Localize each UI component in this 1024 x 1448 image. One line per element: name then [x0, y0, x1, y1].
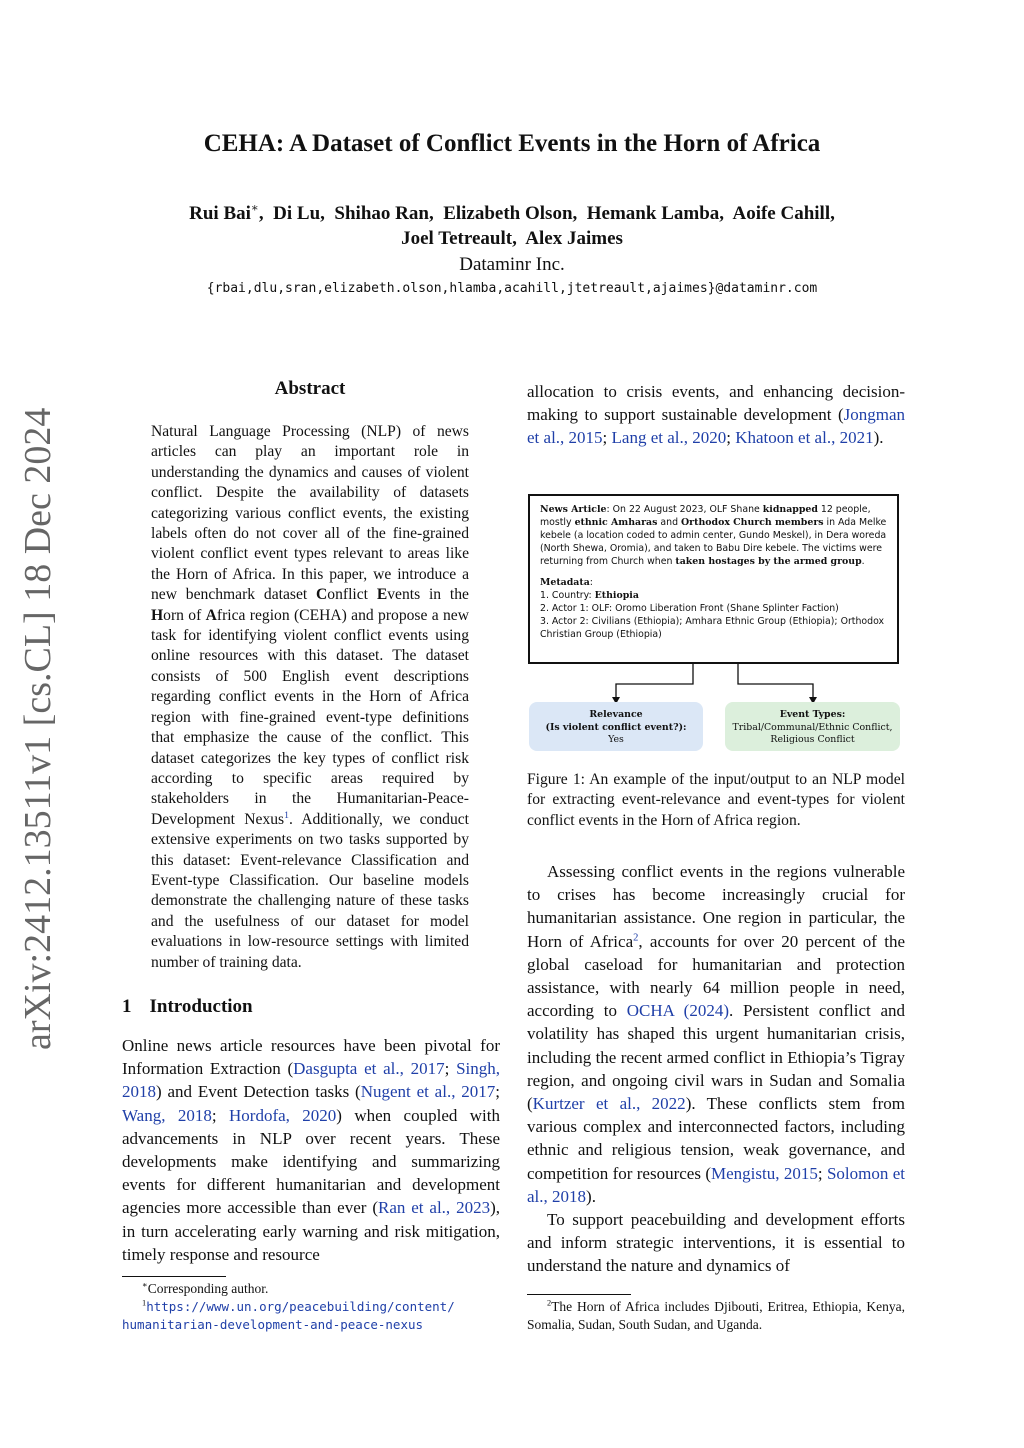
- author-name: Shihao Ran: [334, 203, 429, 224]
- citation-link[interactable]: Kurtzer et al., 2022: [532, 1094, 686, 1114]
- citation-link[interactable]: Dasgupta et al., 2017: [293, 1059, 445, 1079]
- citation-link[interactable]: Solomon et al., 2018: [527, 1163, 905, 1206]
- abstract-text: Natural Language Processing (NLP) of news articles can play an important role in understanding the dynamics and causes of violent conflict. Despite the availability of datasets categorizing various conflict events, the existing labels often do not cover all of the fine-grained violent conflict event types relevant to areas like the Horn of Africa. In this paper, we introduce a new benchmark dataset Conflict Events in the Horn of Africa region (CEHA) and propose a new task for identifying violent conflict events using online resources with this dataset. The dataset consists of 500 English event descriptions regarding conflict events in the Horn of Africa region with fine-grained event-type definitions that emphasize the cause of the conflict. This dataset categorizes the key types of conflict risk according to specific areas required by stakeholders in the Humanitarian-Peace-Development Nexus$^1$. Additionally, we conduct extensive experiments on two tasks supported by this dataset: Event-relevance Classification and Event-type Classification. Our baseline models demonstrate the challenging nature of these tasks and the usefulness of our dataset for model evaluations in low-resource settings with limited number of training data.: [151, 423, 469, 971]
- citation-link[interactable]: OCHA (2024): [626, 1001, 729, 1021]
- event-types-output-box: Event Types: Tribal/Communal/Ethnic Conflict, Religious Conflict: [725, 702, 900, 751]
- author-name: Joel Tetreault: [401, 228, 513, 249]
- citation-link[interactable]: Lang et al., 2020: [611, 428, 727, 448]
- citation-link[interactable]: Wang, 2018: [122, 1105, 212, 1125]
- arxiv-stamp: arXiv:2412.13511v1 [cs.CL] 18 Dec 2024: [17, 407, 59, 1050]
- corresponding-mark: ∗: [250, 201, 259, 215]
- intro-paragraphs-right: [527, 860, 905, 1278]
- citation-link[interactable]: Ran et al., 2023: [377, 1198, 491, 1218]
- footnote-rule: [122, 1276, 226, 1277]
- footnotes-left: ∗Corresponding author. $^1$https://www.un.org/peacebuilding/content/ humanitarian-development-and-peace-nexus: [122, 1280, 502, 1334]
- footnote-ref[interactable]: 2: [633, 931, 639, 943]
- author-emails: {rbai,dlu,sran,elizabeth.olson,hlamba,acahill,jtetreault,ajaimes}@dataminr.com: [206, 281, 818, 296]
- highlighted-term: taken hostages by the armed group: [675, 556, 862, 567]
- footnote-url[interactable]: https://www.un.org/peacebuilding/content/: [146, 1299, 455, 1314]
- citation-link[interactable]: Singh, 2018: [122, 1059, 500, 1102]
- intro-paragraph-3: To support peacebuilding and development efforts and inform strategic interventions, it is essential to understand the nature and dynamics of: [527, 1210, 905, 1276]
- figure-input-box: News Article: On 22 August 2023, OLF Shane kidnapped 12 people, mostly ethnic Amharas and Orthodox Church members in Ada Melke kebele (a location coded to admin center, Gundo Meskel), in Dera woreda (North Shewa, Oromia), and taken to Babu Dire kebele. The victims were returning from Church when taken hostages by the armed group. Metadata: 1. Country: Ethiopia 2. Actor 1: OLF: Oromo Liberation Front (Shane Splinter Faction) 3. Actor 2: Civilians (Ethiopia); Amhara Ethnic Group (Ethiopia); Orthodox Christian Group (Ethiopia): [528, 494, 899, 664]
- author-name: Alex Jaimes: [525, 228, 623, 249]
- news-article-text: News Article: On 22 August 2023, OLF Shane kidnapped 12 people, mostly ethnic Amharas and Orthodox Church members in Ada Melke kebele (a location coded to admin center, Gundo Meskel), in Dera woreda (North Shewa, Oromia), and taken to Babu Dire kebele. The victims were returning from Church when taken hostages by the armed group.: [540, 504, 887, 567]
- section-heading: 1 Introduction: [122, 996, 253, 1017]
- metadata-item: 1. Country: Ethiopia: [540, 590, 639, 601]
- figure-caption: Figure 1: An example of the input/output to an NLP model for extracting event-relevance and event-types for violent conflict events in the Horn of Africa region.: [527, 771, 905, 829]
- highlighted-term: kidnapped: [762, 504, 818, 515]
- author-name: Elizabeth Olson: [443, 203, 573, 224]
- author-line-1: Rui Bai∗, Di Lu, Shihao Ran, Elizabeth Olson, Hemank Lamba, Aoife Cahill,: [189, 201, 835, 224]
- citation-link[interactable]: Jongman et al., 2015: [527, 405, 905, 448]
- intro-paragraph-1: Online news article resources have been pivotal for Information Extraction (Dasgupta et al., 2017; Singh, 2018) and Event Detection tasks (Nugent et al., 2017; Wang, 2018; Hordofa, 2020) when coupled with advancements in NLP over recent years. These developments make identifying and summarizing events for different humanitarian and development agencies more accessible than ever (Ran et al., 2023), in turn accelerating early warning and risk mitigation, timely response and resource: [122, 1036, 500, 1264]
- abstract-heading: Abstract: [274, 378, 346, 399]
- author-name: Di Lu: [273, 203, 321, 224]
- author-line-2: Joel Tetreault, Alex Jaimes: [401, 228, 623, 249]
- intro-paragraph-2: Assessing conflict events in the regions vulnerable to crises has become increasingly crucial for humanitarian assistance. One region in particular, the Horn of Africa$^2$, accounts for over 20 percent of the global caseload for humanitarian and protection assistance, with nearly 64 million people in need, according to OCHA (2024). Persistent conflict and volatility has shaped this urgent humanitarian crisis, including the recent armed conflict in Ethiopia’s Tigray region, and ongoing civil wars in Sudan and Somalia (Kurtzer et al., 2022). These conflicts stem from various complex and interconnected factors, including ethnic and religious tension, weak governance, and competition for resources (Mengistu, 2015; Solomon et al., 2018).: [527, 862, 905, 1206]
- intro-paragraph-1-continued: allocation to crisis events, and enhancing decision-making to support sustainable development (Jongman et al., 2015; Lang et al., 2020; Khatoon et al., 2021).: [527, 382, 905, 448]
- arrow-to-relevance: [616, 664, 693, 700]
- author-name: Rui Bai: [189, 203, 251, 224]
- author-name: Aoife Cahill: [732, 203, 831, 224]
- citation-link[interactable]: Mengistu, 2015: [711, 1163, 818, 1183]
- highlighted-term: Orthodox Church members: [681, 517, 824, 528]
- footnote-rule: [527, 1294, 631, 1295]
- arrow-to-types: [738, 664, 813, 700]
- citation-link[interactable]: Hordofa, 2020: [229, 1105, 337, 1125]
- author-name: Hemank Lamba: [586, 203, 720, 224]
- footnote-ref[interactable]: 1: [284, 809, 289, 821]
- metadata-item: 2. Actor 1: OLF: Oromo Liberation Front (Shane Splinter Faction): [540, 603, 839, 614]
- relevance-output-box: Relevance (Is violent conflict event?): Yes: [529, 702, 703, 751]
- footnote-url[interactable]: humanitarian-development-and-peace-nexus: [122, 1317, 424, 1332]
- affiliation: Dataminr Inc.: [459, 254, 565, 275]
- citation-link[interactable]: Khatoon et al., 2021: [735, 428, 874, 448]
- paper-title: CEHA: A Dataset of Conflict Events in the Horn of Africa: [203, 130, 821, 157]
- metadata-item: 3. Actor 2: Civilians (Ethiopia); Amhara Ethnic Group (Ethiopia); Orthodox Christian Group (Ethiopia): [540, 616, 885, 640]
- highlighted-term: ethnic Amharas: [574, 517, 658, 528]
- metadata-label: Metadata: [540, 577, 590, 588]
- footnote-2: $^2$The Horn of Africa includes Djibouti, Eritrea, Ethiopia, Kenya, Somalia, Sudan, South Sudan, and Uganda.: [527, 1298, 905, 1332]
- citation-link[interactable]: Nugent et al., 2017: [360, 1082, 496, 1102]
